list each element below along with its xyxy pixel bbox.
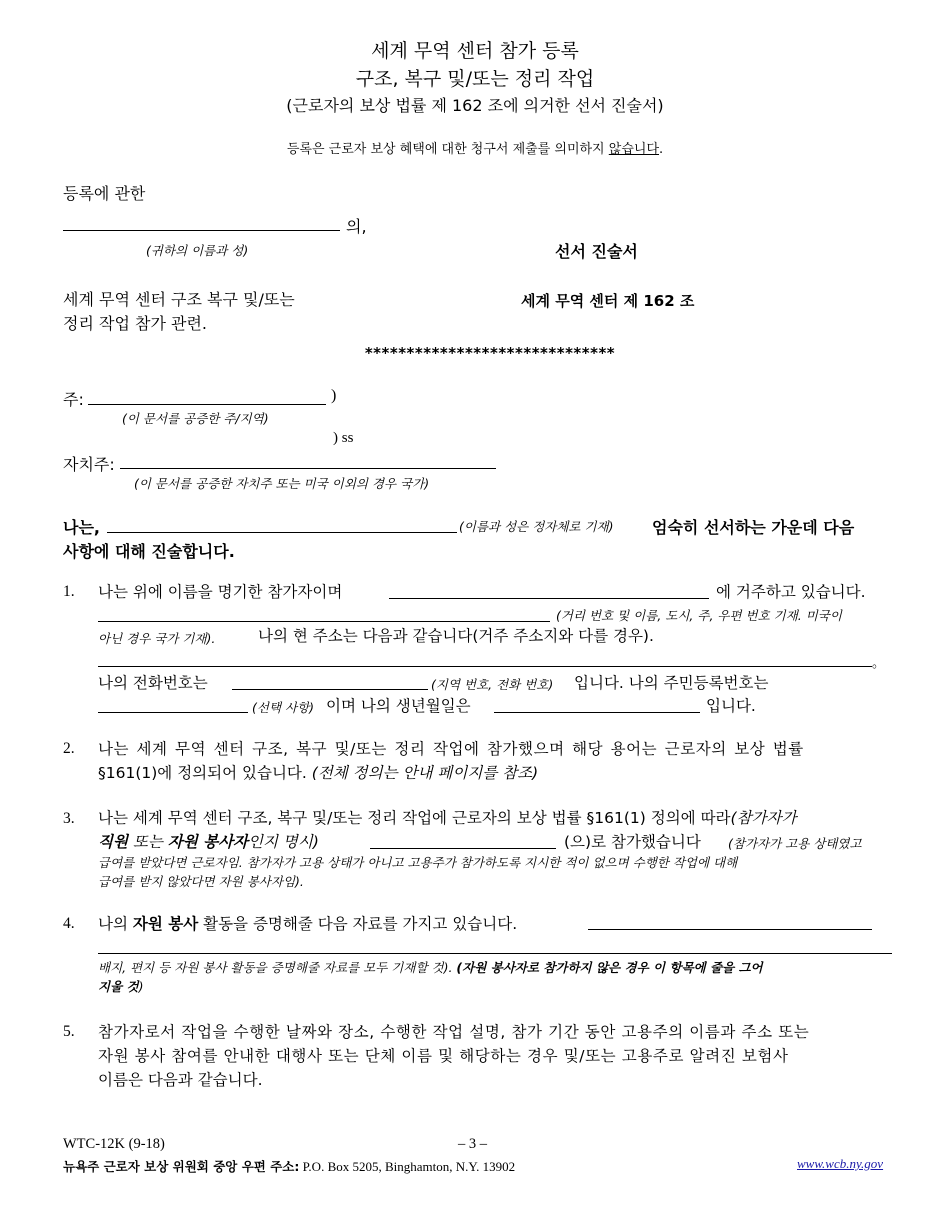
item-4-hint-line [98, 958, 763, 976]
item-3-text-a: 나는 세계 무역 센터 구조, 복구 및/또는 정리 작업에 근로자의 보상 법률 §161(1) 정의에 따라 [98, 809, 731, 827]
item-3-text-b: (참가자가 [730, 809, 797, 827]
item-1-hint-2: 아닌 경우 국가 기재). [98, 631, 216, 646]
state-paren: ) [331, 387, 337, 404]
name-field[interactable] [63, 230, 340, 231]
item-3-number: 3. [63, 810, 75, 827]
state-label: 주: [63, 390, 84, 409]
county-field[interactable] [120, 468, 496, 469]
item-5-line-1: 참가자로서 작업을 수행한 날짜와 장소, 수행한 작업 설명, 참가 기간 동안 고용주의 이름과 주소 또는 [98, 1023, 810, 1041]
item-2-text-b: §161(1)에 정의되어 있습니다. [98, 764, 312, 782]
item-4-hint-line-2 [98, 977, 143, 995]
item-2-line-2 [98, 761, 538, 785]
address-field[interactable] [98, 621, 550, 622]
item-5-number: 5. [63, 1023, 75, 1040]
ss-marker: ) ss [333, 430, 354, 446]
county-hint: (이 문서를 공증한 자치주 또는 미국 이외의 경우 국가) [134, 476, 430, 491]
item-1-hint: (거리 번호 및 이름, 도시, 주, 우편 번호 기재. 미국이 [556, 608, 842, 623]
dob-label: 이며 나의 생년월일은 [326, 697, 471, 715]
star-divider: ****************************** [364, 344, 616, 362]
title-line-3: (근로자의 보상 법률 제 162 조에 의거한 선서 진술서) [286, 96, 664, 115]
item-3-specify: 인지 명시) [248, 833, 319, 851]
wtc-162-heading: 세계 무역 센터 제 162 조 [521, 292, 695, 310]
oath-i: 나는, [63, 518, 100, 537]
wtc-line-1: 세계 무역 센터 구조 복구 및/또는 [63, 290, 295, 309]
item-3-employee: 직원 [98, 833, 128, 851]
volunteer-proof-field[interactable] [588, 929, 872, 930]
item-1-text-b: 에 거주하고 있습니다. [716, 583, 866, 601]
volunteer-proof-field-2[interactable] [98, 953, 892, 954]
current-address-field[interactable] [98, 666, 872, 667]
notice-text: 등록은 근로자 보상 혜택에 대한 청구서 제출를 의미하지 [286, 142, 609, 157]
item-3-hint-3: 급여를 받지 않았다면 자원 봉사자임). [98, 874, 304, 889]
mailing-address-value: P.O. Box 5205, Binghamton, N.Y. 13902 [299, 1159, 516, 1174]
notice-period: . [659, 142, 664, 157]
mailing-address [63, 1157, 515, 1175]
form-number: WTC-12K (9-18) [63, 1136, 165, 1152]
item-2-number: 2. [63, 740, 75, 757]
item-4-text-a: 나의 [98, 915, 133, 933]
mailing-address-label: 뉴욕주 근로자 보상 위원회 중앙 우편 주소: [63, 1159, 300, 1174]
item-4-text-c: 활동을 증명해줄 다음 자료를 가지고 있습니다. [198, 915, 518, 933]
ssn-optional-hint: (선택 사항) [252, 700, 315, 715]
state-field[interactable] [88, 404, 326, 405]
name-hint: (귀하의 이름과 성) [146, 243, 249, 258]
item-2-text-a: 나는 세계 무역 센터 구조, 복구 및/또는 정리 작업에 참가했으며 해당 용어는 근로자의 보상 법률 [98, 740, 804, 758]
title-line-2: 구조, 복구 및/또는 정리 작업 [355, 68, 595, 90]
affidavit-heading: 선서 진술서 [555, 242, 638, 261]
oath-hint: (이름과 성은 정자체로 기재) [459, 519, 614, 534]
item-4-hint: 배지, 편지 등 자원 봉사 활동을 증명해줄 자료를 모두 기재할 것). [98, 960, 457, 975]
item-4-strike-note: (자원 봉사자로 참가하지 않은 경우 이 항목에 줄을 그어 [456, 960, 763, 975]
item-2-definition-note: (전체 정의는 안내 페이지를 참조) [311, 764, 539, 782]
registration-notice [0, 138, 950, 157]
regarding-label: 등록에 관한 [63, 184, 146, 203]
item-1-number: 1. [63, 583, 75, 600]
phone-label: 나의 전화번호는 [98, 674, 208, 692]
item-5-line-3: 이름은 다음과 같습니다. [98, 1071, 263, 1089]
notice-underlined: 않습니다 [608, 142, 659, 157]
website-link[interactable]: www.wcb.ny.gov [797, 1156, 884, 1171]
ssn-label: 입니다. 나의 주민등록번호는 [574, 674, 769, 692]
item-3-hint-2: 급여를 받았다면 근로자임. 참가자가 고용 상태가 아니고 고용주가 참가하도록 지시한 적이 없으며 수행한 작업에 대해 [98, 855, 738, 870]
item-5-line-2: 자원 봉사 참여를 안내한 대행사 또는 단체 이름 및 해당하는 경우 및/또는 고용주로 알려진 보험사 [98, 1047, 789, 1065]
residence-field[interactable] [389, 598, 709, 599]
item-1-text-a: 나는 위에 이름을 명기한 참가자이며 [98, 583, 343, 601]
oath-rest-2: 사항에 대해 진술합니다. [63, 542, 235, 561]
printed-name-field[interactable] [107, 532, 457, 533]
state-hint: (이 문서를 공증한 주/지역) [122, 411, 269, 426]
item-1-period: 。 [872, 656, 886, 671]
phone-field[interactable] [232, 689, 428, 690]
wtc-line-2: 정리 작업 참가 관련. [63, 314, 207, 333]
item-4-volunteer: 자원 봉사 [132, 915, 199, 933]
item-4-line-1 [98, 912, 517, 936]
participant-type-field[interactable] [370, 848, 556, 849]
item-3-volunteer: 자원 봉사자 [167, 833, 249, 851]
county-label: 자치주: [63, 455, 115, 474]
item-4-strike-note-2: 지울 것 [98, 979, 139, 994]
ssn-field[interactable] [98, 712, 248, 713]
dob-end: 입니다. [706, 697, 756, 715]
phone-hint: (지역 번호, 전화 번호) [431, 677, 554, 692]
item-3-or: 또는 [127, 833, 168, 851]
page-number: – 3 – [458, 1136, 487, 1152]
of-label: 의, [346, 217, 367, 236]
item-4-close-paren: ) [138, 979, 144, 994]
oath-rest-1: 엄숙히 선서하는 가운데 다음 [652, 518, 855, 537]
item-3-hint-1: (참가자가 고용 상태였고 [728, 836, 862, 851]
item-4-number: 4. [63, 915, 75, 932]
item-3-participated: (으)로 참가했습니다 [564, 833, 701, 851]
item-1-text-c: 나의 현 주소는 다음과 같습니다(거주 주소지와 다를 경우). [258, 627, 654, 645]
dob-field[interactable] [494, 712, 700, 713]
title-line-1: 세계 무역 센터 참가 등록 [371, 40, 579, 62]
item-3-line-1 [98, 806, 796, 830]
item-3-line-2 [98, 830, 319, 854]
